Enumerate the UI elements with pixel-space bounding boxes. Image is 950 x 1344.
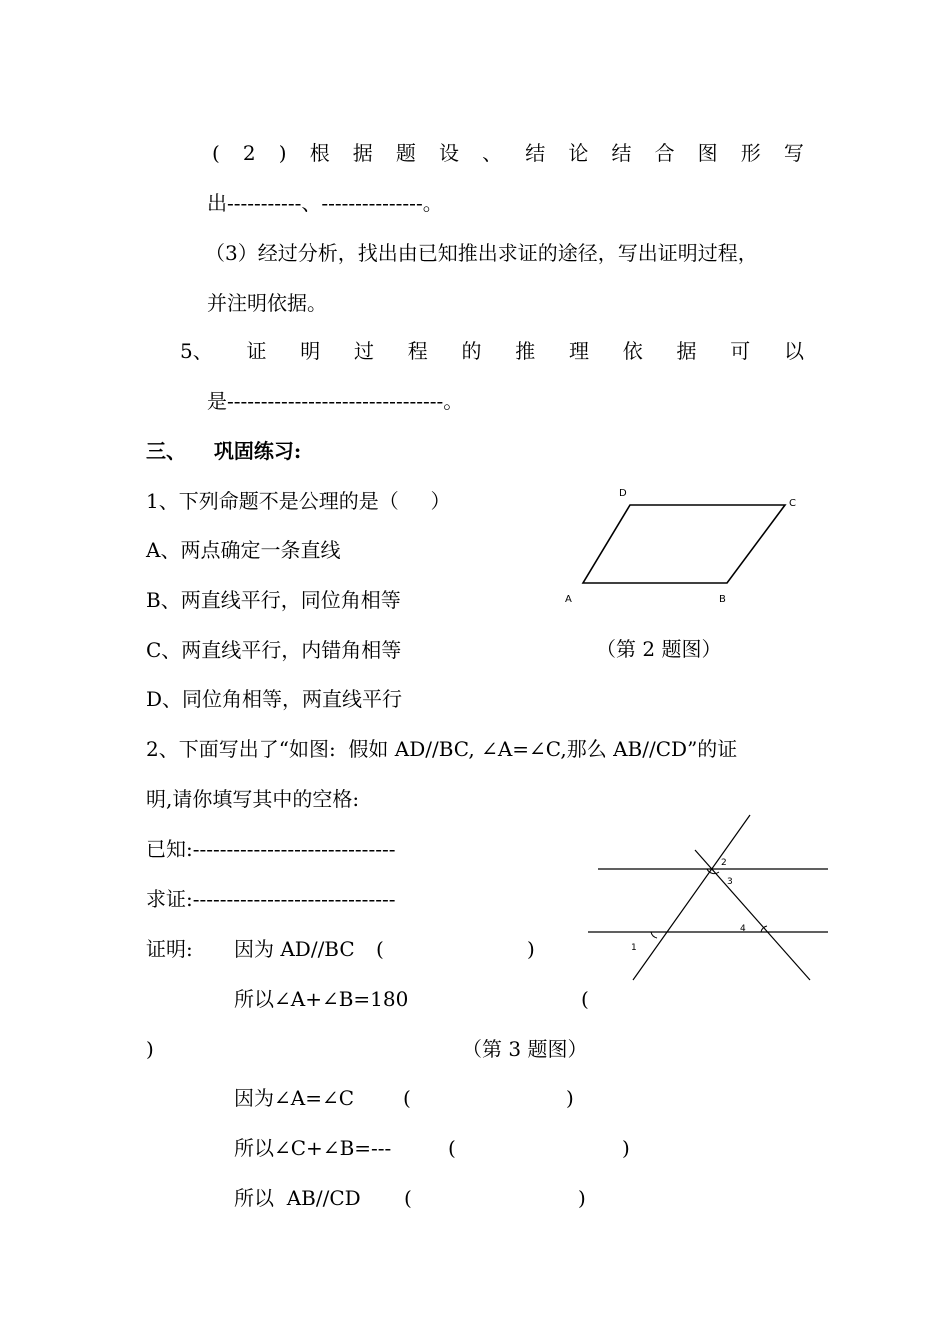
step2-char: 形	[740, 141, 761, 165]
proof-step-3-close: )	[566, 1086, 574, 1110]
item5-char: 依	[622, 339, 643, 363]
figure-3-parallel-lines	[585, 810, 835, 985]
item5-char: 过	[353, 339, 374, 363]
proof-step-2-close: )	[146, 1037, 154, 1061]
step2-char: 结	[525, 141, 546, 165]
proof-step-4: 所以∠C+∠B=---	[234, 1136, 392, 1160]
proof-step-5: 所以 AB//CD	[234, 1186, 361, 1210]
item5-char: 程	[407, 339, 428, 363]
proof-step-3-open: (	[403, 1086, 411, 1110]
item5-char: 明	[300, 339, 321, 363]
item5-char: 的	[461, 339, 482, 363]
q1-stem: 1、下列命题不是公理的是（ ）	[146, 489, 451, 513]
q2-prove: 求证:------------------------------	[146, 887, 396, 911]
step2-char: 合	[654, 141, 675, 165]
transversal-left	[633, 815, 750, 980]
step2-char: 结	[611, 141, 632, 165]
step3-line2: 并注明依据。	[207, 291, 327, 315]
q1-option-d: D、同位角相等，两直线平行	[146, 687, 403, 711]
proof-step-5-close: )	[578, 1186, 586, 1210]
item5-line1	[180, 338, 804, 364]
q2-known: 已知:------------------------------	[146, 837, 396, 861]
item5-char: 以	[783, 339, 804, 363]
q2-line2: 明,请你填写其中的空格:	[146, 787, 360, 811]
step2-line2: 出-----------、---------------。	[207, 191, 443, 215]
angle-arc-1	[651, 932, 657, 938]
angle-label-4: 4	[740, 924, 746, 934]
step3-line1: （3）经过分析，找出由已知推出求证的途径，写出证明过程，	[205, 241, 758, 265]
item5-char: 据	[676, 339, 697, 363]
figure-3-caption: （第 3 题图）	[462, 1037, 588, 1061]
item5-char: 可	[730, 339, 751, 363]
proof-step-4-close: )	[622, 1136, 630, 1160]
vertex-label-d: D	[619, 488, 627, 499]
proof-step-4-open: (	[448, 1136, 456, 1160]
step2-char: 2	[242, 141, 256, 165]
step2-char: 设	[439, 141, 460, 165]
item5-char: 理	[568, 339, 589, 363]
step2-char: (	[212, 141, 220, 165]
step2-char: )	[278, 141, 287, 165]
q1-option-a: A、两点确定一条直线	[146, 538, 341, 562]
proof-label: 证明:	[146, 937, 193, 961]
q1-option-c: C、两直线平行，内错角相等	[146, 638, 402, 662]
item5-char: 5、	[180, 339, 213, 363]
step2-char: 据	[352, 141, 373, 165]
figure-2-parallelogram	[555, 480, 815, 610]
angle-label-3: 3	[727, 877, 733, 887]
item5-char: 推	[515, 339, 536, 363]
step2-char: 图	[697, 141, 718, 165]
step2-char: 题	[395, 141, 416, 165]
section3-heading: 三、 巩固练习:	[146, 439, 302, 463]
vertex-label-c: C	[789, 498, 796, 509]
step2-char: 写	[783, 141, 804, 165]
step2-char: 论	[568, 141, 589, 165]
step2-line1	[212, 140, 804, 166]
angle-label-1: 1	[631, 943, 637, 953]
q1-option-b: B、两直线平行，同位角相等	[146, 588, 401, 612]
step2-char: 、	[482, 141, 503, 165]
parallelogram-shape	[583, 505, 785, 583]
proof-step-2: 所以∠A+∠B=180	[234, 987, 409, 1011]
proof-step-1: 因为 AD//BC	[234, 937, 355, 961]
angle-label-2: 2	[721, 858, 727, 868]
proof-step-1-close: )	[527, 937, 535, 961]
proof-step-3: 因为∠A=∠C	[234, 1086, 355, 1110]
figure-2-caption: （第 2 题图）	[596, 637, 722, 661]
proof-step-5-open: (	[404, 1186, 412, 1210]
vertex-label-a: A	[565, 594, 572, 605]
q2-line1: 2、下面写出了“如图: 假如 AD//BC, ∠A=∠C,那么 AB//CD”的证	[146, 737, 738, 761]
proof-step-2-open: (	[581, 987, 589, 1011]
vertex-label-b: B	[719, 594, 726, 605]
item5-line2: 是--------------------------------。	[207, 389, 464, 413]
proof-step-1-open: (	[376, 937, 384, 961]
item5-char: 证	[246, 339, 267, 363]
step2-char: 根	[309, 141, 330, 165]
